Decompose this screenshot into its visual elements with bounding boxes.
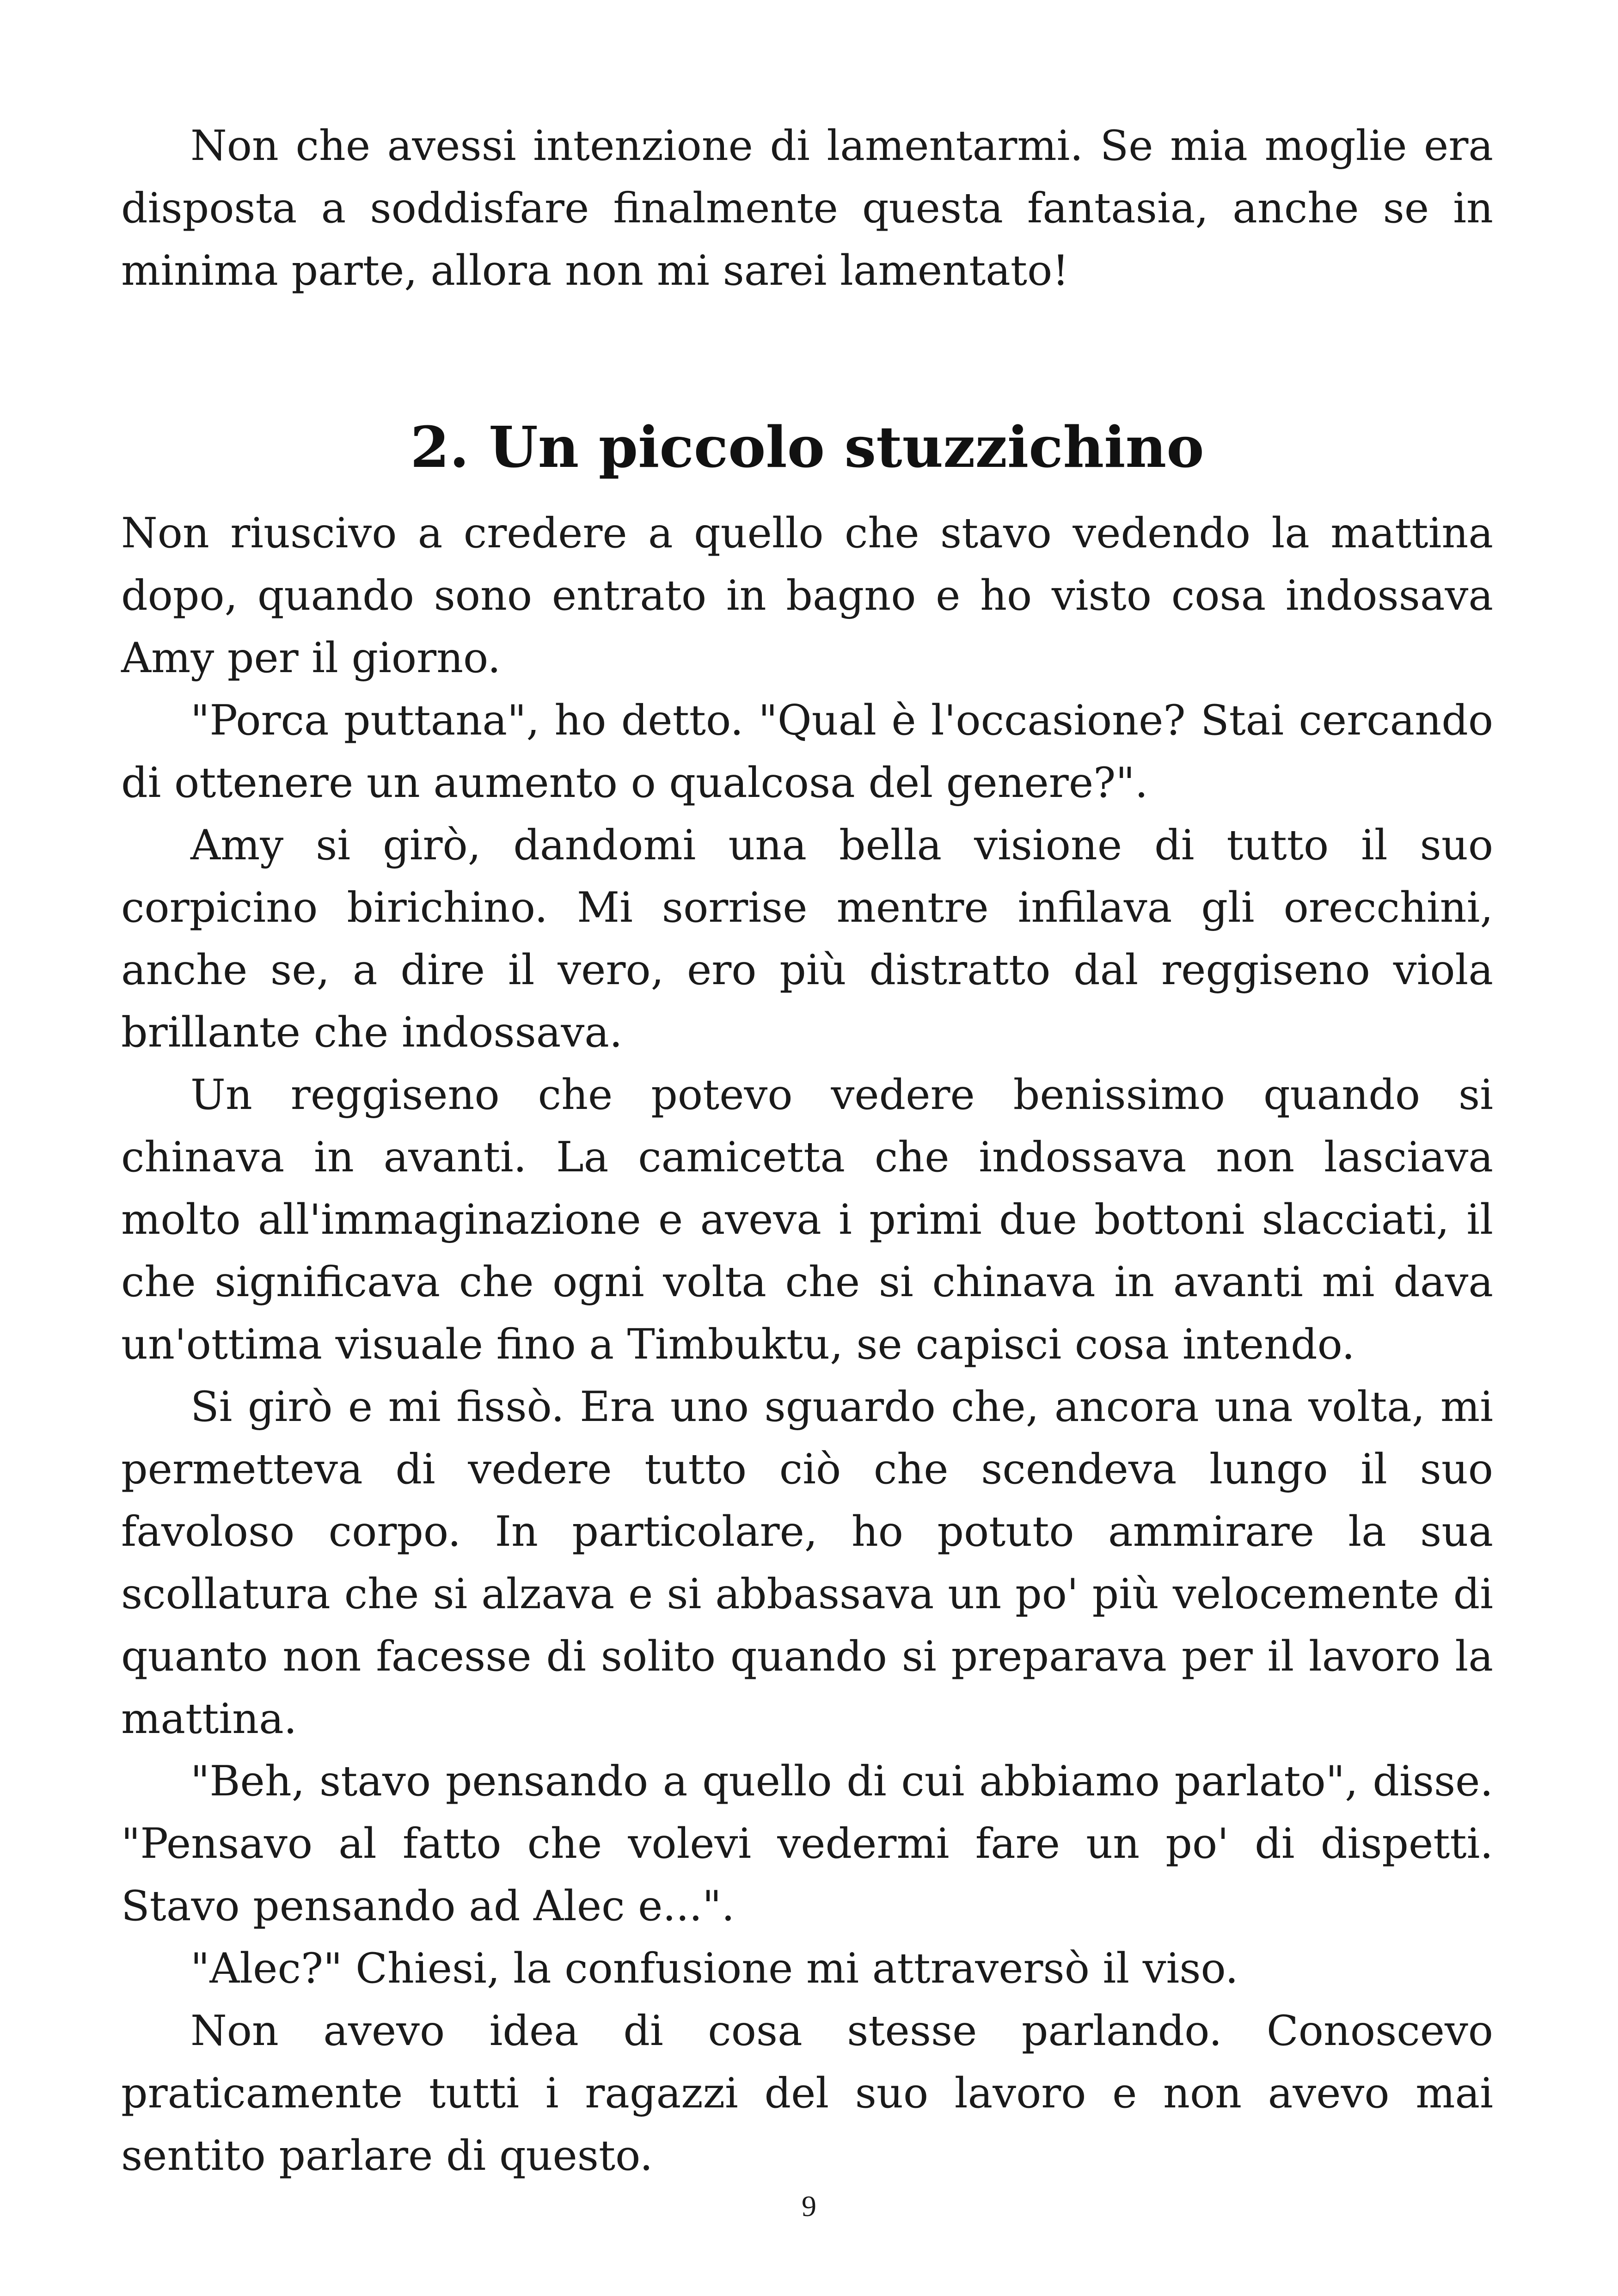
paragraph: "Alec?" Chiesi, la confusione mi attraversò il viso. [190, 1944, 1238, 1993]
paragraph: Non riuscivo a credere a quello che stavo vedendo la mattina dopo, quando sono entrato in bagno e ho visto cosa indossava Amy per il giorno. [121, 509, 1493, 682]
paragraph: Un reggiseno che potevo vedere benissimo quando si chinava in avanti. La camicetta che indossava non lasciava molto all'immaginazione e aveva i primi due bottoni slacciati, il che significava che ogni volta che si chinava in avanti mi dava un'ottima visuale fino a Timbuktu, se capisci cosa intendo. [121, 1071, 1493, 1369]
paragraph: Si girò e mi fissò. Era uno sguardo che, ancora una volta, mi permetteva di vedere tutto ciò che scendeva lungo il suo favoloso corpo. In particolare, ho potuto ammirare la sua scollatura che si alzava e si abbassava un po' più velocemente di quanto non facesse di solito quando si preparava per il lavoro la mattina. [121, 1383, 1493, 1743]
paragraph: Non che avessi intenzione di lamentarmi. Se mia moglie era disposta a soddisfare finalmente questa fantasia, anche se in minima parte, allora non mi sarei lamentato! [121, 122, 1493, 295]
page-number: 9 [802, 2190, 816, 2223]
intro-text [121, 115, 1493, 302]
chapter-body [121, 502, 1493, 2187]
paragraph: Non avevo idea di cosa stesse parlando. Conoscevo praticamente tutti i ragazzi del suo lavoro e non avevo mai sentito parlare di questo. [121, 2007, 1493, 2180]
paragraph: "Beh, stavo pensando a quello di cui abbiamo parlato", disse. "Pensavo al fatto che volevi vedermi fare un po' di dispetti. Stavo pensando ad Alec e...". [121, 1757, 1493, 1930]
chapter-title: 2. Un piccolo stuzzichino [410, 414, 1204, 480]
paragraph: "Porca puttana", ho detto. "Qual è l'occasione? Stai cercando di ottenere un aumento o qualcosa del genere?". [121, 696, 1493, 807]
paragraph: Amy si girò, dandomi una bella visione di tutto il suo corpicino birichino. Mi sorrise mentre infilava gli orecchini, anche se, a dire il vero, ero più distratto dal reggiseno viola brillante che indossava. [121, 821, 1493, 1057]
